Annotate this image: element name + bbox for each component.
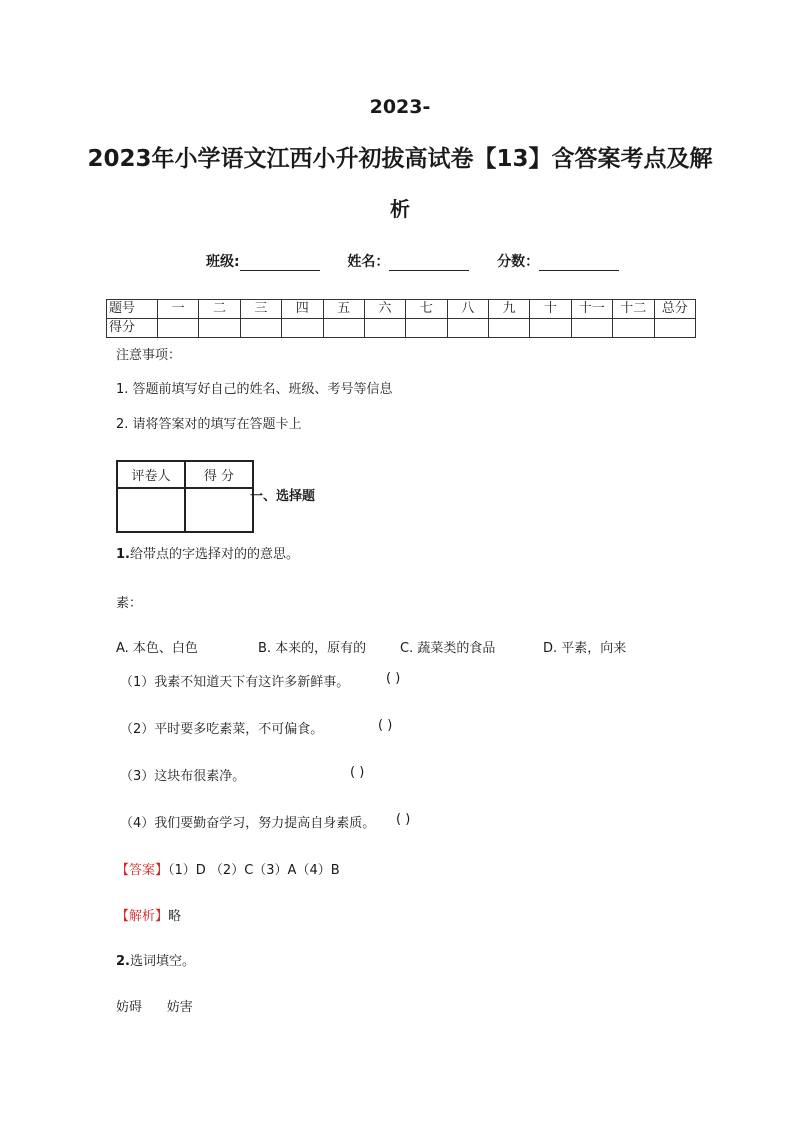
grader-label: 评卷人 (117, 461, 185, 488)
score-cell[interactable] (613, 319, 654, 338)
question-prompt: 给带点的字选择对的的意思。 (129, 547, 299, 562)
answer-line (116, 859, 340, 878)
score-table (106, 299, 696, 338)
question-2 (116, 950, 195, 969)
score-cell[interactable] (282, 319, 323, 338)
score-row-label: 得分 (107, 319, 158, 338)
header-cell: 总分 (654, 300, 696, 319)
word-choices: 妨碍 妨害 (116, 1000, 193, 1015)
analysis-label: 【解析】 (116, 909, 169, 924)
answer-blank[interactable]: ( ) (378, 718, 393, 733)
grader-table (116, 460, 254, 533)
question-1 (116, 543, 299, 562)
sub-question: （2）平时要多吃素菜，不可偏食。 (120, 722, 324, 737)
title-line-2: 2023年小学语文江西小升初拔高试卷【13】含答案考点及解 (87, 146, 713, 172)
score-label: 分数： (497, 254, 540, 270)
note-item: 2. 请将答案对的填写在答题卡上 (116, 417, 302, 432)
score-cell[interactable] (364, 319, 405, 338)
name-blank[interactable] (389, 254, 469, 271)
title-line-3: 析 (390, 197, 410, 221)
option-c: C. 蔬菜类的食品 (400, 641, 496, 656)
score-cell[interactable] (489, 319, 530, 338)
analysis-text: 略 (168, 909, 182, 924)
grader-score-label: 得 分 (185, 461, 253, 488)
score-cell[interactable] (571, 319, 612, 338)
answer-label: 【答案】 (116, 863, 169, 878)
header-cell: 三 (240, 300, 281, 319)
sub-question: （1）我素不知道天下有这许多新鲜事。 (120, 675, 350, 690)
char-label: 素： (116, 596, 143, 611)
header-cell: 五 (323, 300, 364, 319)
answer-blank[interactable]: ( ) (396, 812, 411, 827)
question-number: 1. (116, 547, 130, 562)
sub-question: （3）这块布很素净。 (120, 769, 246, 784)
score-cell[interactable] (323, 319, 364, 338)
header-cell: 六 (364, 300, 405, 319)
note-item: 1. 答题前填写好自己的姓名、班级、考号等信息 (116, 382, 393, 397)
score-table-score-row (107, 319, 696, 338)
header-cell: 十 (530, 300, 571, 319)
student-info (206, 251, 619, 271)
score-cell[interactable] (240, 319, 281, 338)
score-cell[interactable] (406, 319, 447, 338)
title-line-1: 2023- (369, 96, 431, 118)
header-cell: 二 (199, 300, 240, 319)
grader-cell[interactable] (117, 488, 185, 532)
score-table-header-row (107, 300, 696, 319)
option-b: B. 本来的，原有的 (258, 641, 367, 656)
class-blank[interactable] (240, 254, 320, 271)
option-a: A. 本色、白色 (116, 641, 198, 656)
sub-question: （4）我们要勤奋学习，努力提高自身素质。 (120, 816, 376, 831)
score-cell[interactable] (654, 319, 696, 338)
score-cell[interactable] (447, 319, 488, 338)
question-prompt: 选词填空。 (129, 954, 195, 969)
header-cell: 八 (447, 300, 488, 319)
header-cell: 十二 (613, 300, 654, 319)
notes-heading: 注意事项： (116, 348, 182, 363)
score-cell[interactable] (530, 319, 571, 338)
class-label: 班级: (206, 254, 240, 270)
header-cell: 七 (406, 300, 447, 319)
header-cell: 九 (489, 300, 530, 319)
header-cell: 十一 (571, 300, 612, 319)
score-blank[interactable] (539, 254, 619, 271)
grader-score-cell[interactable] (185, 488, 253, 532)
name-label: 姓名： (347, 254, 390, 270)
analysis-line (116, 905, 181, 924)
question-number: 2. (116, 954, 130, 969)
header-cell: 四 (282, 300, 323, 319)
score-cell[interactable] (199, 319, 240, 338)
header-cell: 一 (158, 300, 199, 319)
option-d: D. 平素，向来 (543, 641, 627, 656)
section-title: 一、选择题 (250, 489, 316, 504)
answer-blank[interactable]: ( ) (386, 671, 401, 686)
header-cell: 题号 (107, 300, 158, 319)
answer-blank[interactable]: ( ) (350, 765, 365, 780)
answer-text: （1）D （2）C（3）A（4）B (168, 863, 340, 878)
score-cell[interactable] (158, 319, 199, 338)
